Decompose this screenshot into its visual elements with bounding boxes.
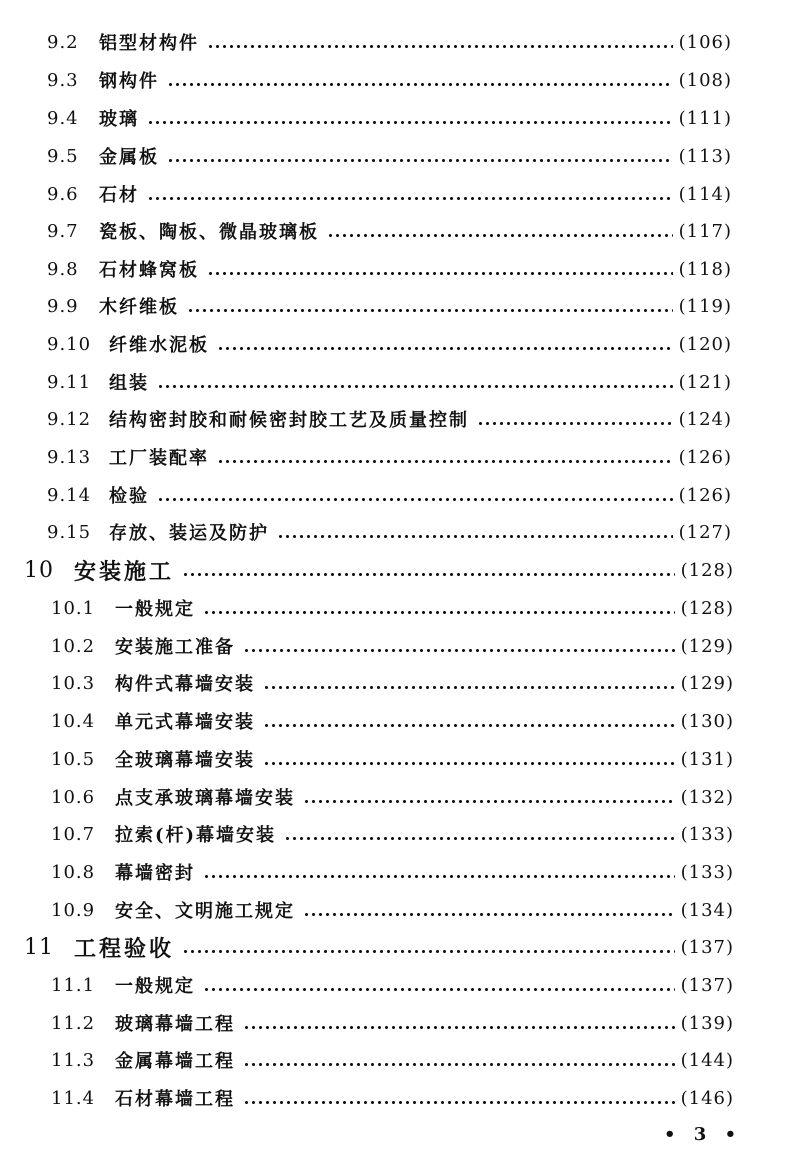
section-number: 9.8 — [47, 258, 79, 280]
section-title: 石材幕墙工程 — [115, 1089, 235, 1110]
section-number: 9.2 — [47, 31, 79, 53]
dot-leader — [303, 893, 675, 927]
toc-entry-10-6[interactable] — [51, 780, 734, 814]
page-number: (108) — [678, 69, 732, 91]
page-number: (106) — [678, 31, 732, 53]
dot-leader — [182, 930, 675, 964]
section-number: 9.14 — [47, 484, 92, 506]
page-footer-number: • 3 • — [664, 1124, 743, 1145]
section-number: 9.3 — [47, 69, 79, 91]
dot-leader — [243, 1081, 675, 1115]
section-number: 9.11 — [47, 371, 92, 393]
section-number: 10.5 — [51, 748, 96, 770]
toc-chapter-11[interactable] — [24, 930, 734, 964]
dot-leader — [477, 402, 673, 436]
page-number: (119) — [678, 295, 732, 317]
page-number: (137) — [680, 974, 734, 996]
page-number: (126) — [678, 446, 732, 468]
section-title: 结构密封胶和耐候密封胶工艺及质量控制 — [109, 410, 469, 431]
dot-leader — [243, 1043, 675, 1077]
toc-entry-9-11[interactable] — [47, 365, 732, 399]
page-number: (128) — [680, 559, 734, 581]
section-title: 组装 — [109, 373, 149, 394]
toc-entry-11-2[interactable] — [51, 1006, 734, 1040]
page-number: (111) — [678, 107, 732, 129]
toc-entry-9-9[interactable] — [47, 289, 732, 323]
page-number: (130) — [680, 710, 734, 732]
page-number: (129) — [680, 672, 734, 694]
page-number: (118) — [678, 258, 732, 280]
toc-entry-9-5[interactable] — [47, 139, 732, 173]
dot-leader — [284, 817, 675, 851]
toc-entry-9-12[interactable] — [47, 402, 732, 436]
page-number: (133) — [680, 823, 734, 845]
dot-leader — [263, 704, 675, 738]
section-title: 玻璃 — [99, 109, 139, 130]
toc-entry-10-9[interactable] — [51, 893, 734, 927]
toc-entry-9-15[interactable] — [47, 515, 732, 549]
section-title: 一般规定 — [115, 976, 195, 997]
dot-leader — [277, 515, 673, 549]
toc-entry-9-7[interactable] — [47, 214, 732, 248]
section-number: 9.13 — [47, 446, 92, 468]
page-number: (114) — [678, 183, 732, 205]
section-title: 纤维水泥板 — [109, 335, 209, 356]
dot-leader — [217, 327, 673, 361]
chapter-title: 工程验收 — [74, 935, 175, 962]
section-title: 钢构件 — [99, 71, 159, 92]
page-number: (131) — [680, 748, 734, 770]
dot-leader — [182, 553, 675, 587]
toc-entry-10-7[interactable] — [51, 817, 734, 851]
page-number: (137) — [680, 936, 734, 958]
section-title: 检验 — [109, 486, 149, 507]
section-title: 工厂装配率 — [109, 448, 209, 469]
toc-entry-10-5[interactable] — [51, 742, 734, 776]
dot-leader — [203, 591, 675, 625]
page-number: (117) — [678, 220, 732, 242]
toc-entry-9-10[interactable] — [47, 327, 732, 361]
section-number: 10.9 — [51, 899, 96, 921]
section-number: 10.3 — [51, 672, 96, 694]
section-number: 9.6 — [47, 183, 79, 205]
page-number: (133) — [680, 861, 734, 883]
section-number: 9.4 — [47, 107, 79, 129]
section-title: 金属幕墙工程 — [115, 1051, 235, 1072]
dot-leader — [217, 440, 673, 474]
page-number: (127) — [678, 521, 732, 543]
toc-entry-11-4[interactable] — [51, 1081, 734, 1115]
section-title: 铝型材构件 — [99, 33, 199, 54]
toc-entry-9-14[interactable] — [47, 478, 732, 512]
section-number: 11.2 — [51, 1012, 96, 1034]
page-number: (120) — [678, 333, 732, 355]
section-number: 9.15 — [47, 521, 92, 543]
section-number: 11.3 — [51, 1049, 96, 1071]
chapter-title: 安装施工 — [74, 558, 175, 585]
section-number: 10.7 — [51, 823, 96, 845]
section-number: 10.8 — [51, 861, 96, 883]
page-number: (124) — [678, 408, 732, 430]
page-number: (144) — [680, 1049, 734, 1071]
page-number: (132) — [680, 786, 734, 808]
section-title: 瓷板、陶板、微晶玻璃板 — [99, 222, 319, 243]
page-number: (146) — [680, 1087, 734, 1109]
dot-leader — [327, 214, 673, 248]
section-title: 安装施工准备 — [115, 637, 235, 658]
chapter-number: 10 — [24, 557, 54, 583]
page-number: (128) — [680, 597, 734, 619]
section-number: 9.10 — [47, 333, 92, 355]
section-title: 玻璃幕墙工程 — [115, 1014, 235, 1035]
dot-leader — [157, 365, 673, 399]
toc-entry-10-1[interactable] — [51, 591, 734, 625]
dot-leader — [243, 1006, 675, 1040]
section-number: 10.1 — [51, 597, 96, 619]
toc-entry-10-8[interactable] — [51, 855, 734, 889]
dot-leader — [243, 629, 675, 663]
dot-leader — [157, 478, 673, 512]
toc-entry-9-3[interactable] — [47, 63, 732, 97]
toc-entry-11-1[interactable] — [51, 968, 734, 1002]
page-number: (126) — [678, 484, 732, 506]
dot-leader — [187, 289, 673, 323]
section-number: 9.9 — [47, 295, 79, 317]
toc-entry-9-8[interactable] — [47, 252, 732, 286]
toc-entry-9-13[interactable] — [47, 440, 732, 474]
dot-leader — [207, 252, 673, 286]
section-title: 单元式幕墙安装 — [115, 712, 255, 733]
dot-leader — [167, 139, 673, 173]
section-title: 石材 — [99, 185, 139, 206]
section-title: 全玻璃幕墙安装 — [115, 750, 255, 771]
section-title: 幕墙密封 — [115, 863, 195, 884]
section-number: 10.2 — [51, 635, 96, 657]
section-title: 安全、文明施工规定 — [115, 901, 295, 922]
dot-leader — [147, 177, 673, 211]
dot-leader — [263, 742, 675, 776]
section-number: 9.12 — [47, 408, 92, 430]
toc-entry-9-2[interactable] — [47, 25, 732, 59]
toc-chapter-10[interactable] — [24, 553, 734, 587]
page-number: (129) — [680, 635, 734, 657]
section-title: 存放、装运及防护 — [109, 523, 269, 544]
section-title: 木纤维板 — [99, 297, 179, 318]
toc-entry-9-4[interactable] — [47, 101, 732, 135]
section-number: 9.5 — [47, 145, 79, 167]
section-title: 构件式幕墙安装 — [115, 674, 255, 695]
dot-leader — [147, 101, 673, 135]
dot-leader — [303, 780, 675, 814]
toc-entry-11-3[interactable] — [51, 1043, 734, 1077]
dot-leader — [167, 63, 673, 97]
dot-leader — [203, 968, 675, 1002]
section-title: 点支承玻璃幕墙安装 — [115, 788, 295, 809]
section-number: 10.4 — [51, 710, 96, 732]
section-number: 11.1 — [51, 974, 96, 996]
toc-entry-10-3[interactable] — [51, 666, 734, 700]
section-title: 拉索(杆)幕墙安装 — [115, 825, 277, 846]
dot-leader — [263, 666, 675, 700]
toc-entry-10-2[interactable] — [51, 629, 734, 663]
toc-entry-10-4[interactable] — [51, 704, 734, 738]
dot-leader — [207, 25, 673, 59]
section-number: 11.4 — [51, 1087, 96, 1109]
toc-entry-9-6[interactable] — [47, 177, 732, 211]
page-number: (121) — [678, 371, 732, 393]
page-number: (134) — [680, 899, 734, 921]
section-title: 金属板 — [99, 147, 159, 168]
page-number: (139) — [680, 1012, 734, 1034]
dot-leader — [203, 855, 675, 889]
section-title: 一般规定 — [115, 599, 195, 620]
chapter-number: 11 — [24, 934, 54, 960]
section-number: 9.7 — [47, 220, 79, 242]
section-number: 10.6 — [51, 786, 96, 808]
section-title: 石材蜂窝板 — [99, 260, 199, 281]
page-number: (113) — [678, 145, 732, 167]
